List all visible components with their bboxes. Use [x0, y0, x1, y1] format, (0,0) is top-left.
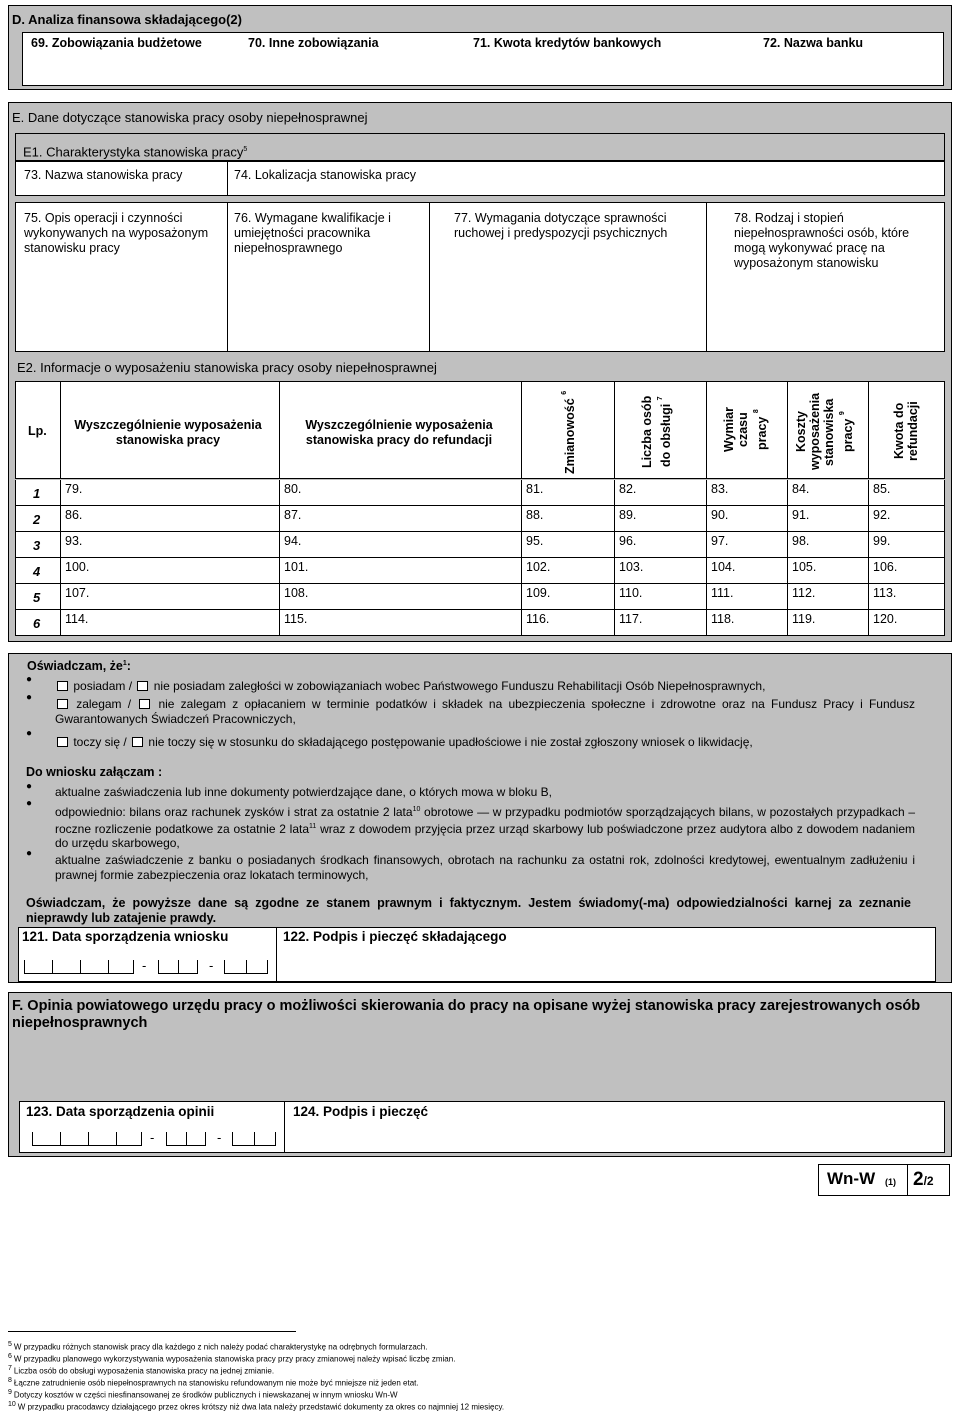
- attachment-2: odpowiednio: bilans oraz rachunek zysków i strat za ostatnie 2 lata$^{10}$ obrotowe — w przypadku podmiotów sporządzających bilans, w pozostałych przypadkach – roczne rozliczenie podatkowe za ostatnie 2 lata$^{11}$ wraz z dowodem przyjęcia przez urząd skarbowy lub poświadczone przez audytora albo z dowodem nadaniem do urzędu skarbowego,: [55, 805, 915, 850]
- form-id-box: [818, 1164, 950, 1196]
- table-cell[interactable]: 92.: [873, 508, 891, 522]
- form-name: Wn-W: [827, 1169, 876, 1188]
- col-persons: Liczba osób do obsługi $^7$: [640, 395, 674, 469]
- table-cell[interactable]: 98.: [788, 532, 869, 557]
- table-cell[interactable]: 112.: [788, 584, 869, 609]
- table-cell[interactable]: 116.: [522, 610, 615, 635]
- table-row: [15, 584, 945, 610]
- e1-row-73-74: [15, 161, 945, 196]
- checkbox-zalegam[interactable]: [57, 699, 68, 709]
- table-cell[interactable]: 108.: [280, 584, 522, 609]
- footnote: 8 Łączne zatrudnienie osób niepełnosprawnych na stanowisku refundowanym nie może być mniejsze niż jeden etat.: [8, 1377, 419, 1388]
- section-e-title: E. Dane dotyczące stanowiska pracy osoby niepełnosprawnej: [12, 110, 368, 125]
- date-separator: -: [209, 958, 214, 973]
- row-number: 5: [33, 590, 41, 605]
- field-77-label[interactable]: 77. Wymagania dotyczące sprawności ruchowej i predyspozycji psychicznych: [454, 211, 668, 240]
- declaration-item-1: posiadam / nie posiadam zaległości w zobowiązaniach wobec Państwowego Funduszu Rehabilitacji Osób Niepełnosprawnych,: [55, 679, 915, 693]
- e1-header: [15, 133, 945, 161]
- section-d-fields: [22, 32, 944, 86]
- table-cell[interactable]: 80.: [280, 480, 522, 505]
- table-row: [15, 480, 945, 506]
- field-121-label: 121. Data sporządzenia wniosku: [22, 929, 229, 944]
- declaration-item-3: toczy się / nie toczy się w stosunku do składającego postępowanie upadłościowe i nie został zgłoszony wniosek o likwidację,: [55, 735, 915, 749]
- form-variant: (1): [885, 1177, 896, 1187]
- bullet: ●: [26, 728, 33, 739]
- bullet: ●: [26, 674, 33, 685]
- footnote: 6 W przypadku planowego wykorzystywania wyposażenia stanowiska pracy przy pracy zmianowej należy wpisać liczbę zmian.: [8, 1353, 456, 1364]
- date-input-123[interactable]: [32, 1130, 277, 1148]
- page-number: 2/2: [913, 1169, 934, 1190]
- table-cell[interactable]: 118.: [707, 610, 788, 635]
- date-separator: -: [217, 1130, 222, 1145]
- section-d: [8, 5, 952, 90]
- table-cell[interactable]: 79.: [61, 480, 280, 505]
- table-cell[interactable]: 114.: [61, 610, 280, 635]
- table-row: [15, 610, 945, 636]
- checkbox-posiadam[interactable]: [57, 681, 68, 691]
- declaration-heading: Oświadczam, $że^1$:: [27, 659, 131, 673]
- field-76-label[interactable]: 76. Wymagane kwalifikacje i umiejętności pracownika niepełnosprawnego: [234, 211, 391, 255]
- row-number: 6: [33, 616, 41, 631]
- table-cell[interactable]: 81.: [522, 480, 615, 505]
- row-number: 2: [33, 512, 41, 527]
- field-75-label[interactable]: 75. Opis operacji i czynności wykonywanych na wyposażonym stanowisku pracy: [24, 211, 209, 255]
- table-cell[interactable]: 117.: [615, 610, 707, 635]
- field-74-label[interactable]: 74. Lokalizacja stanowiska pracy: [234, 168, 417, 182]
- table-cell[interactable]: 89.: [615, 506, 707, 531]
- field-124-label: 124. Podpis i pieczęć: [293, 1104, 429, 1119]
- table-cell[interactable]: 99.: [873, 534, 891, 548]
- row-number: 1: [33, 486, 41, 501]
- bullet: ●: [26, 781, 33, 792]
- col-shift: Zmianowość $^6$: [561, 390, 578, 474]
- field-70-label[interactable]: 70. Inne zobowiązania: [248, 36, 379, 50]
- table-cell[interactable]: 120.: [873, 612, 898, 626]
- e1-title: E1. Charakterystyka stanowiska pracy$^5$: [23, 144, 248, 160]
- table-cell[interactable]: 101.: [280, 558, 522, 583]
- table-cell[interactable]: 94.: [280, 532, 522, 557]
- table-cell[interactable]: 106.: [873, 560, 898, 574]
- col-spec: Wyszczególnienie wyposażenia stanowiska pracy: [74, 418, 262, 447]
- table-cell[interactable]: 97.: [707, 532, 788, 557]
- declaration-item-2: zalegam / nie zalegam z opłacaniem w terminie podatków i składek na ubezpieczenia społeczne i zdrowotne oraz na Fundusz Pracy i Fundusz Gwarantowanych Świadczeń Pracowniczych,: [55, 697, 915, 726]
- table-cell[interactable]: 93.: [61, 532, 280, 557]
- field-71-label[interactable]: 71. Kwota kredytów bankowych: [473, 36, 662, 50]
- table-cell[interactable]: 102.: [522, 558, 615, 583]
- table-cell[interactable]: 103.: [615, 558, 707, 583]
- table-row: [15, 558, 945, 584]
- date-separator: -: [142, 958, 147, 973]
- date-input-121[interactable]: [24, 958, 269, 976]
- checkbox-toczy-sie[interactable]: [57, 737, 68, 747]
- footnote: 10 W przypadku pracodawcy działającego przez okres krótszy niż dwa lata należy przedstawić dokumenty za okres co najmniej 12 miesięcy.: [8, 1401, 505, 1412]
- table-cell[interactable]: 88.: [522, 506, 615, 531]
- table-row: [15, 532, 945, 558]
- table-cell[interactable]: 83.: [707, 480, 788, 505]
- row-number: 3: [33, 538, 41, 553]
- attachment-1: aktualne zaświadczenia lub inne dokumenty potwierdzające dane, o których mowa w bloku B,: [55, 785, 552, 799]
- e1-row-75-78: [15, 202, 945, 352]
- table-cell[interactable]: 82.: [615, 480, 707, 505]
- section-e: [8, 102, 952, 642]
- field-72-label[interactable]: 72. Nazwa banku: [763, 36, 864, 50]
- footnote-rule: [8, 1331, 296, 1332]
- footnote: 5 W przypadku różnych stanowisk pracy dla każdego z nich należy podać charakterystykę na odrębnych formularzach.: [8, 1341, 428, 1352]
- field-122-label: 122. Podpis i pieczęć składającego: [283, 929, 507, 944]
- e2-table-header: [15, 381, 945, 479]
- table-cell[interactable]: 107.: [61, 584, 280, 609]
- section-f: [8, 992, 952, 1157]
- field-69-label[interactable]: 69. Zobowiązania budżetowe: [31, 36, 202, 50]
- table-cell[interactable]: 84.: [788, 480, 869, 505]
- footnote: 9 Dotyczy kosztów w części niesfinansowanej ze środków publicznych i niewskazanej w innym wniosku Wn-W: [8, 1389, 398, 1400]
- table-cell[interactable]: 95.: [522, 532, 615, 557]
- col-cost: Koszty wyposażenia stanowiska pracy $^9$: [794, 392, 856, 470]
- table-cell[interactable]: 115.: [280, 610, 522, 635]
- table-row: [15, 506, 945, 532]
- section-f-signature-row: [19, 1101, 945, 1153]
- date-separator: -: [150, 1130, 155, 1145]
- table-cell[interactable]: 90.: [707, 506, 788, 531]
- table-cell[interactable]: 113.: [873, 586, 897, 600]
- e2-title: E2. Informacje o wyposażeniu stanowiska pracy osoby niepełnosprawnej: [17, 360, 437, 375]
- field-78-label[interactable]: 78. Rodzaj i stopień niepełnosprawności osób, które mogą wykonywać pracę na wyposażonym stanowisku: [734, 211, 910, 270]
- field-73-label[interactable]: 73. Nazwa stanowiska pracy: [24, 168, 183, 182]
- checkbox-nie-posiadam[interactable]: [137, 681, 148, 691]
- bullet: ●: [26, 692, 33, 703]
- signature-row: [18, 927, 936, 982]
- footnote: 7 Liczba osób do obsługi wyposażenia stanowiska pracy na jednej zmianie.: [8, 1365, 275, 1376]
- attachments-heading: Do wniosku załączam :: [26, 765, 163, 779]
- checkbox-nie-zalegam[interactable]: [139, 699, 150, 709]
- bullet: ●: [26, 798, 33, 809]
- col-spec-refund: Wyszczególnienie wyposażenia stanowiska pracy do refundacji: [305, 418, 493, 447]
- table-cell[interactable]: 110.: [615, 584, 707, 609]
- attachment-3: aktualne zaświadczenie z banku o posiadanych środkach finansowych, obrotach na rachunku za ostatni rok, zdolności kredytowej, ewentualnym zadłużeniu i prawnej formie zabezpieczenia oraz lokatach terminowych,: [55, 853, 915, 882]
- table-cell[interactable]: 109.: [522, 584, 615, 609]
- table-cell[interactable]: 85.: [873, 482, 891, 496]
- checkbox-nie-toczy-sie[interactable]: [132, 737, 143, 747]
- section-f-title: F. Opinia powiatowego urzędu pracy o możliwości skierowania do pracy na opisane wyżej stanowiska pracy zarejestrowanych osób niepełnosprawnych: [12, 998, 921, 1031]
- final-declaration: Oświadczam, że powyższe dane są zgodne ze stanem prawnym i faktycznym. Jestem świadomy(-ma) odpowiedzialności karnej za zeznanie nieprawdy lub zatajenie prawdy.: [26, 896, 911, 925]
- table-cell[interactable]: 105.: [788, 558, 869, 583]
- field-123-label: 123. Data sporządzenia opinii: [26, 1104, 215, 1119]
- table-cell[interactable]: 91.: [788, 506, 869, 531]
- table-cell[interactable]: 119.: [788, 610, 869, 635]
- table-cell[interactable]: 87.: [280, 506, 522, 531]
- table-cell[interactable]: 111.: [707, 584, 788, 609]
- section-d-title: D. Analiza finansowa składającego(2): [12, 12, 242, 27]
- row-number: 4: [33, 564, 41, 579]
- table-cell[interactable]: 96.: [615, 532, 707, 557]
- bullet: ●: [26, 848, 33, 859]
- table-cell[interactable]: 100.: [61, 558, 280, 583]
- table-cell[interactable]: 86.: [61, 506, 280, 531]
- col-lp: Lp.: [28, 424, 47, 438]
- table-cell[interactable]: 104.: [707, 558, 788, 583]
- col-refund-amount: Kwota do refundacji: [892, 401, 920, 461]
- col-work-time: Wymiar czasu pracy $^8$: [722, 407, 770, 453]
